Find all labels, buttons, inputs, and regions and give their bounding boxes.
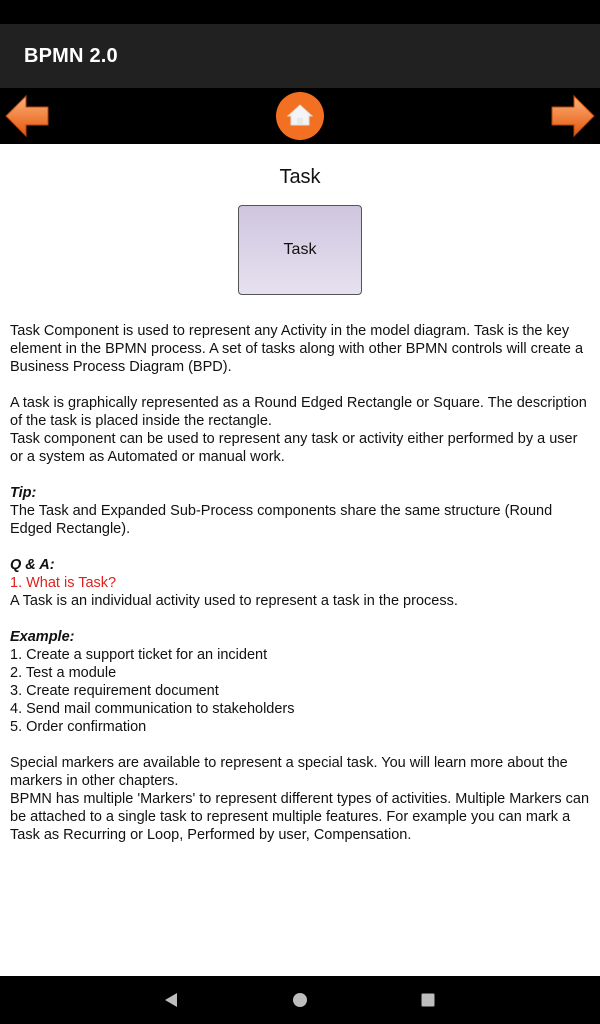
example-item: 1. Create a support ticket for an incident [10, 647, 268, 663]
example-item: 4. Send mail communication to stakeholders [10, 701, 295, 717]
content-area [0, 144, 600, 976]
task-diagram-label: Task [283, 241, 317, 258]
task-diagram [238, 205, 362, 295]
closing-paragraph: Special markers are available to represent a special task. You will learn more about the markers in other chapters. [10, 755, 568, 789]
example-item: 3. Create requirement document [10, 683, 219, 699]
arrow-right-icon[interactable] [548, 92, 596, 140]
example-item: 2. Test a module [10, 665, 117, 681]
home-icon[interactable] [275, 91, 325, 141]
arrow-left-icon[interactable] [4, 92, 52, 140]
page-title: Task [279, 166, 321, 188]
qa-answer: A Task is an individual activity used to represent a task in the process. [10, 593, 458, 609]
intro-paragraph: Task Component is used to represent any Activity in the model diagram. Task is the key element in the BPMN process. A set of tasks along with other BPMN controls will create a Business Process Diagram (BPD). [10, 323, 584, 375]
example-label: Example: [10, 629, 75, 645]
tip-text: The Task and Expanded Sub-Process components share the same structure (Round Edged Rectangle). [10, 503, 553, 537]
closing-paragraph: BPMN has multiple 'Markers' to represent different types of activities. Multiple Markers can be attached to a single task to represent multiple features. For example you can mark a Task as Recurring or Loop, Performed by user, Compensation. [10, 791, 590, 843]
system-navigation-bar [0, 976, 600, 1024]
app-bar [0, 24, 600, 88]
navigation-bar [0, 88, 600, 144]
intro-paragraph: Task component can be used to represent any task or activity either performed by a user or a system as Automated or manual work. [10, 431, 578, 465]
app-title: BPMN 2.0 [24, 44, 118, 67]
triangle-back-icon[interactable] [159, 988, 183, 1012]
qa-label: Q & A: [10, 557, 55, 573]
status-bar [0, 0, 600, 24]
example-item: 5. Order confirmation [10, 719, 147, 735]
intro-paragraph: A task is graphically represented as a Round Edged Rectangle or Square. The description of the task is placed inside the rectangle. [10, 395, 587, 429]
circle-home-icon[interactable] [288, 988, 312, 1012]
article-body [10, 322, 590, 844]
tip-label: Tip: [10, 485, 37, 501]
qa-question: 1. What is Task? [10, 575, 117, 591]
square-recents-icon[interactable] [416, 988, 440, 1012]
